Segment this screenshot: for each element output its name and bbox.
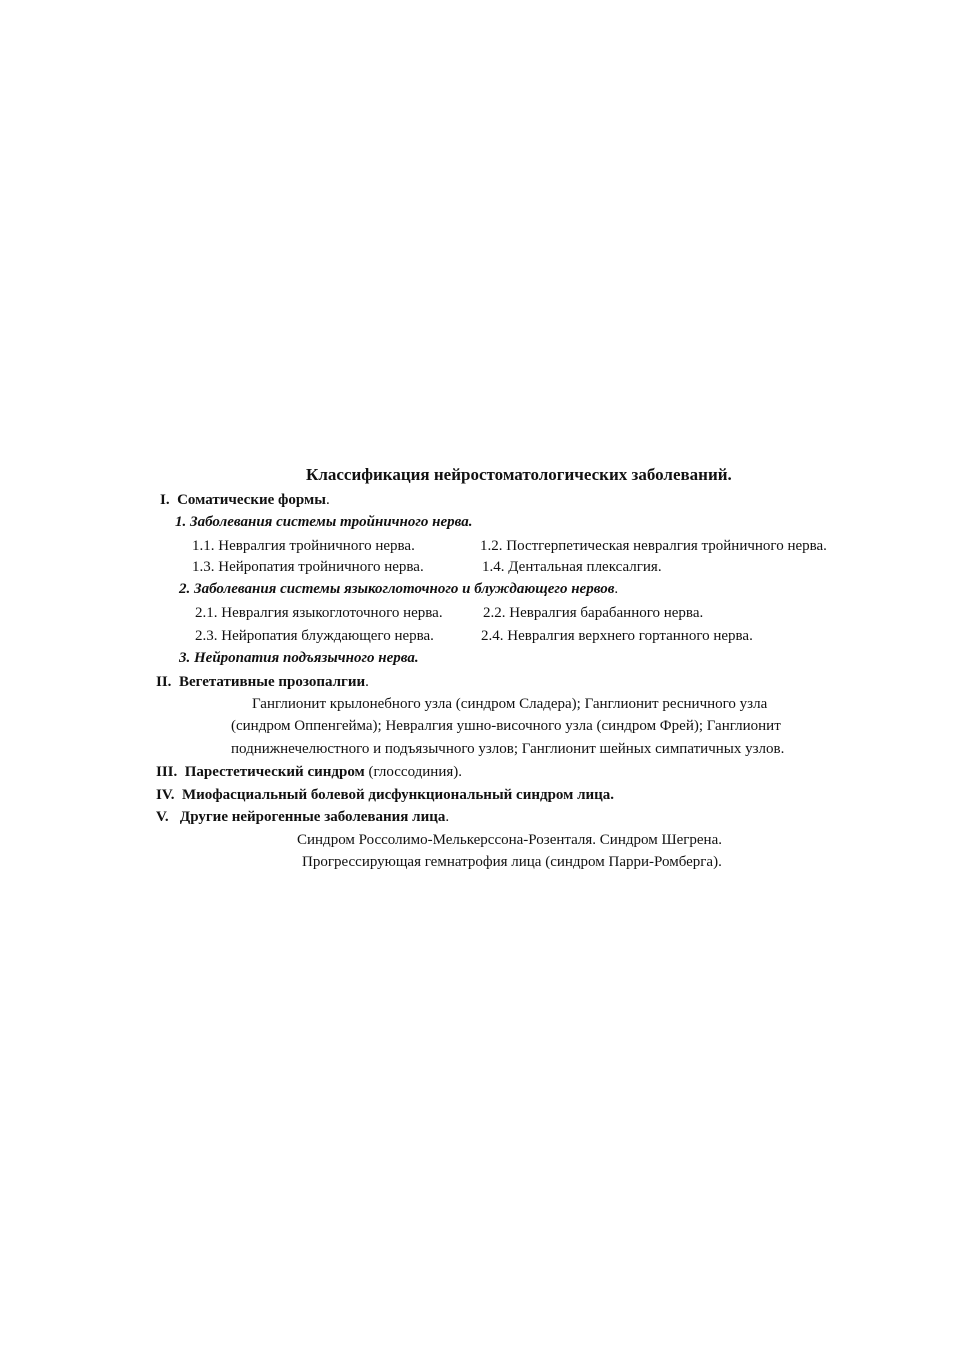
item-1-4: 1.4. Дентальная плексалгия. xyxy=(482,559,662,575)
section-3-title: Парестетический синдром xyxy=(184,764,365,780)
item-2-1: 2.1. Невралгия языкоглоточного нерва. xyxy=(195,605,443,621)
section-5-dot: . xyxy=(445,809,450,825)
section-1-number: I. xyxy=(160,492,170,508)
section-5-heading xyxy=(156,808,449,826)
section-2-number: II. xyxy=(156,674,172,690)
section-3-number: III. xyxy=(156,764,178,780)
section-5-line-2: Прогрессирующая гемнатрофия лица (синдром Парри-Ромберга). xyxy=(302,854,722,870)
section-4-title: Миофасциальный болевой дисфункциональный синдром лица. xyxy=(182,787,615,803)
item-2-4: 2.4. Невралгия верхнего гортанного нерва. xyxy=(481,628,753,644)
item-2-3: 2.3. Нейропатия блуждающего нерва. xyxy=(195,628,434,644)
group-1-heading: 1. Заболевания системы тройничного нерва. xyxy=(175,514,473,530)
section-3-rest: (глоссодиния). xyxy=(364,764,463,780)
group-2-dot: . xyxy=(614,581,619,597)
group-2-title: 2. Заболевания системы языкоглоточного и блуждающего нервов xyxy=(179,581,615,597)
section-2-dot: . xyxy=(365,674,369,690)
section-3-heading xyxy=(156,763,462,781)
section-1-heading xyxy=(160,491,330,509)
section-1-dot: . xyxy=(325,492,330,508)
section-4-heading xyxy=(156,786,614,804)
section-5-line-1: Синдром Россолимо-Мелькерссона-Розенталя. Синдром Шегрена. xyxy=(297,832,722,848)
section-2-heading xyxy=(156,673,369,691)
section-2-line-3: поднижнечелюстного и подъязычного узлов; Ганглионит шейных симпатичных узлов. xyxy=(231,741,785,757)
item-1-3: 1.3. Нейропатия тройничного нерва. xyxy=(192,559,424,575)
section-2-title: Вегетативные прозопалгии xyxy=(178,674,366,690)
section-4-number: IV. xyxy=(156,787,175,803)
section-2-line-2: (синдром Оппенгейма); Невралгия ушно-височного узла (синдром Фрей); Ганглионит xyxy=(231,718,781,734)
item-2-2: 2.2. Невралгия барабанного нерва. xyxy=(483,605,704,621)
section-5-title: Другие нейрогенные заболевания лица xyxy=(179,809,446,825)
document-title: Классификация нейростоматологических заболеваний. xyxy=(306,465,732,484)
item-1-1: 1.1. Невралгия тройничного нерва. xyxy=(192,538,415,554)
group-3-heading: 3. Нейропатия подъязычного нерва. xyxy=(179,650,419,666)
section-2-line-1: Ганглионит крылонебного узла (синдром Сладера); Ганглионит ресничного узла xyxy=(252,696,768,712)
section-1-title: Соматические формы xyxy=(177,492,326,508)
section-5-number: V. xyxy=(156,809,169,825)
item-1-2: 1.2. Постгерпетическая невралгия тройничного нерва. xyxy=(480,538,827,554)
group-2-heading xyxy=(179,580,618,598)
